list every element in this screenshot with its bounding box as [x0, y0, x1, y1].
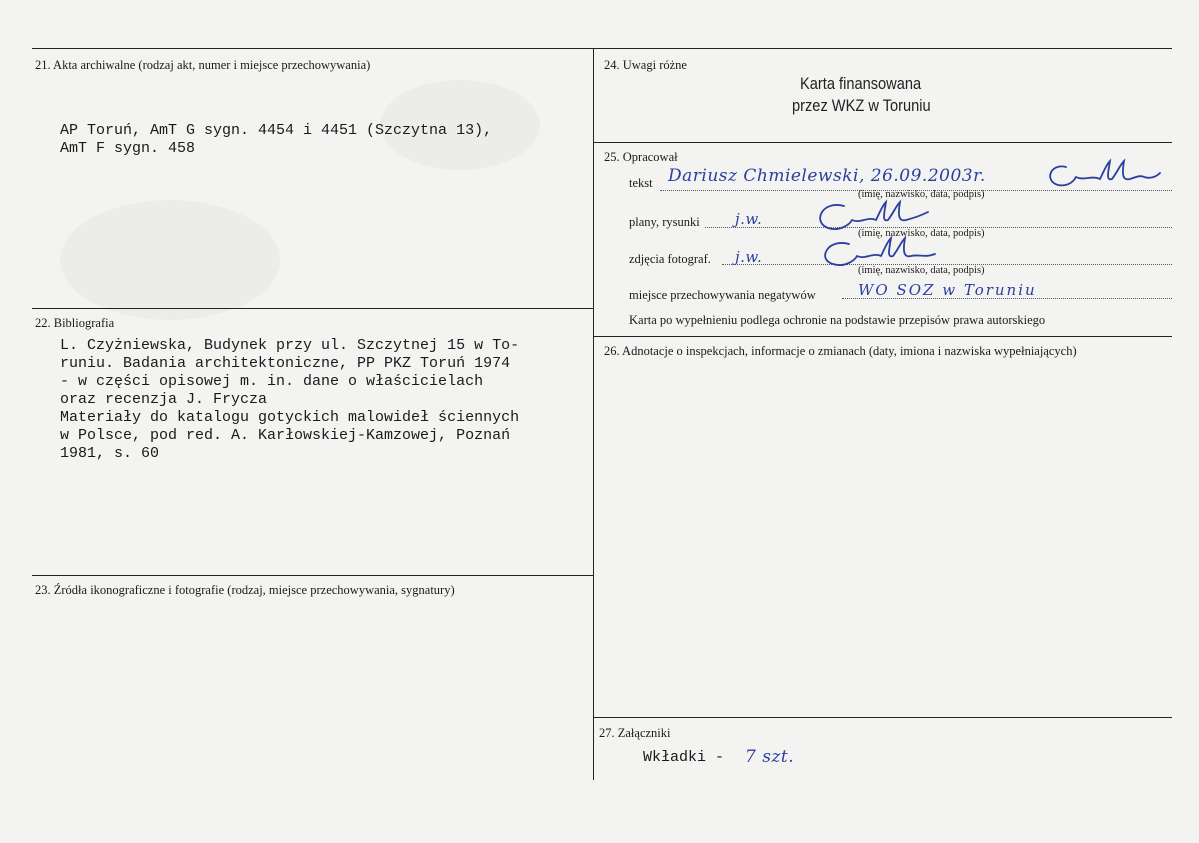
bibliography-line-5: Materiały do katalogu gotyckich malowideł ściennych: [60, 409, 520, 426]
signature-icon: [810, 198, 940, 234]
plans-author-hint: (imię, nazwisko, data, podpis): [858, 228, 985, 239]
financing-stamp-line-2: przez WKZ w Toruniu: [792, 96, 931, 115]
text-author-handwriting: Dariusz Chmielewski, 26.09.2003r.: [668, 166, 986, 186]
plans-author-label: plany, rysunki: [629, 215, 700, 229]
top-rule: [32, 48, 1172, 49]
photos-author-label: zdjęcia fotograf.: [629, 252, 711, 266]
rule-22-23: [32, 575, 593, 576]
bibliography-line-2: runiu. Badania architektoniczne, PP PKZ Toruń 1974: [60, 355, 511, 372]
section-27-label: 27. Załączniki: [599, 726, 671, 740]
photos-author-handwriting: j.w.: [735, 248, 763, 266]
bibliography-line-3: - w części opisowej m. in. dane o właścicielach: [60, 373, 484, 390]
attachments-handwriting: 7 szt.: [745, 747, 795, 767]
bibliography-line-4: oraz recenzja J. Frycza: [60, 391, 268, 408]
section-24-label: 24. Uwagi różne: [604, 58, 687, 72]
bibliography-line-7: 1981, s. 60: [60, 445, 160, 462]
plans-author-handwriting: j.w.: [735, 210, 763, 228]
signature-icon: [815, 236, 945, 272]
rule-21-22: [32, 308, 593, 309]
section-21-line-2: AmT F sygn. 458: [60, 140, 196, 157]
center-divider: [593, 48, 594, 780]
section-21-line-1: AP Toruń, AmT G sygn. 4454 i 4451 (Szczytna 13),: [60, 122, 493, 139]
negatives-handwriting: WO SOZ w Toruniu: [858, 281, 1037, 299]
paper-stain: [60, 200, 280, 320]
bibliography-line-1: L. Czyżniewska, Budynek przy ul. Szczytnej 15 w To-: [60, 337, 520, 354]
financing-stamp-line-1: Karta finansowana: [800, 74, 922, 93]
section-21-label: 21. Akta archiwalne (rodzaj akt, numer i miejsce przechowywania): [35, 58, 371, 72]
negatives-label: miejsce przechowywania negatywów: [629, 288, 816, 302]
rule-25-26: [593, 336, 1172, 337]
section-26-label: 26. Adnotacje o inspekcjach, informacje o zmianach (daty, imiona i nazwiska wypełniających): [604, 344, 1077, 358]
rule-26-27: [593, 717, 1172, 718]
text-author-label: tekst: [629, 176, 653, 190]
section-23-label: 23. Źródła ikonograficzne i fotografie (rodzaj, miejsce przechowywania, sygnatury): [35, 583, 455, 597]
rule-24-25: [593, 142, 1172, 143]
bibliography-line-6: w Polsce, pod red. A. Karłowskiej-Kamzowej, Poznań: [60, 427, 511, 444]
attachments-typed: Wkładki -: [643, 749, 734, 766]
section-25-label: 25. Opracował: [604, 150, 678, 164]
section-22-label: 22. Bibliografia: [35, 316, 115, 330]
text-author-hint: (imię, nazwisko, data, podpis): [858, 189, 985, 200]
copyright-note: Karta po wypełnieniu podlega ochronie na podstawie przepisów prawa autorskiego: [629, 313, 1046, 327]
photos-author-hint: (imię, nazwisko, data, podpis): [858, 265, 985, 276]
signature-icon: [1040, 155, 1165, 193]
